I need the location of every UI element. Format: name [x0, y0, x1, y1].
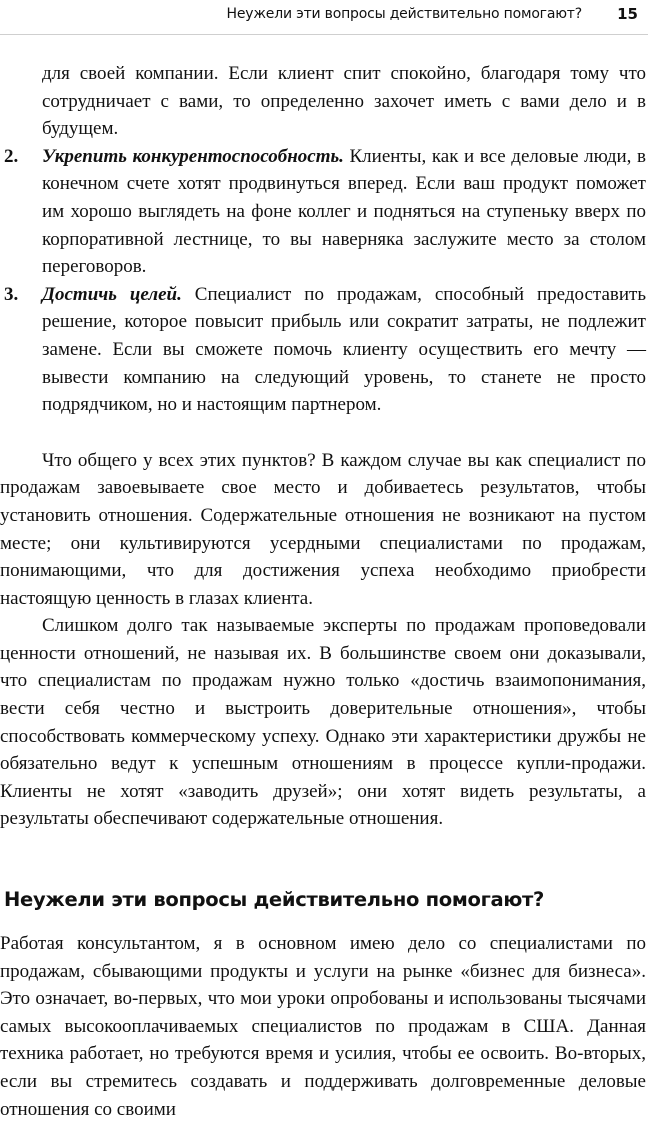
section-paragraph: Работая консультантом, я в основном имею дело со специалистами по продажам, сбывающими продукты и услуги на рынке «бизнес для бизнеса». Это означает, во-первых, что мои уроки опробованы и использованы тысячами самых высокооплачиваемых специалистов по продажам в США. Данная техника работает, но требуются время и усилия, чтобы ее освоить. Во-вторых, если вы стремитесь создавать и поддерживать долговременные деловые отношения со своими [0, 933, 646, 1120]
list-item-2 [0, 143, 646, 281]
header-rule [0, 34, 648, 35]
paragraph: Что общего у всех этих пунктов? В каждом случае вы как специалист по продажам завоевываете свое место и добиваетесь результатов, чтобы установить отношения. Содержательные отношения не возникают на пустом месте; они культивируются усердными специалистами по продажам, понимающими, что для достижения успеха необходимо приобрести настоящую ценность в глазах клиента. [0, 449, 646, 609]
list-number: 2. [4, 145, 19, 167]
page-number: 15 [617, 5, 638, 23]
continuation-paragraph: для своей компании. Если клиент спит спокойно, благодаря тому что сотрудничает с вами, то определенно захочет иметь с вами дело и в будущем. [42, 63, 646, 140]
list-item-lead: Достичь целей. [42, 283, 182, 305]
section-text [0, 930, 646, 1123]
main-text [0, 60, 646, 833]
list-item-text: Клиенты, как и все деловые люди, в конечном счете хотят продвинуться вперед. Если ваш продукт поможет им хорошо выглядеть на фоне коллег и подняться на ступеньку вверх по корпоративной лестнице, то вы наверняка заслужите место за столом переговоров. [42, 145, 646, 278]
paragraph: Слишком долго так называемые эксперты по продажам проповедовали ценности отношений, не называя их. В большинстве своем они доказывали, что специалистам по продажам нужно только «достичь взаимопонимания, вести себя честно и выстроить доверительные отношения», чтобы способствовать коммерческому успеху. Однако эти характеристики дружбы не обязательно ведут к успешным отношениям в процессе купли-продажи. Клиенты не хотят «заводить друзей»; они хотят видеть результаты, а результаты обеспечивают содержательные отношения. [0, 615, 646, 830]
running-title: Неужели эти вопросы действительно помогают? [226, 6, 582, 22]
list-item-lead: Укрепить конкурентоспособность. [42, 145, 344, 167]
running-header [0, 4, 648, 26]
section-heading: Неужели эти вопросы действительно помогают? [4, 888, 545, 911]
list-number: 3. [4, 283, 19, 305]
list-item-3 [0, 281, 646, 419]
paragraph-gap [0, 419, 646, 447]
list-item-text: Специалист по продажам, способный предоставить решение, которое повысит прибыль или сократит затраты, не подлежит замене. Если вы сможете помочь клиенту осуществить его мечту — вывести компанию на следующий уровень, то станете не просто подрядчиком, но и настоящим партнером. [42, 283, 646, 416]
